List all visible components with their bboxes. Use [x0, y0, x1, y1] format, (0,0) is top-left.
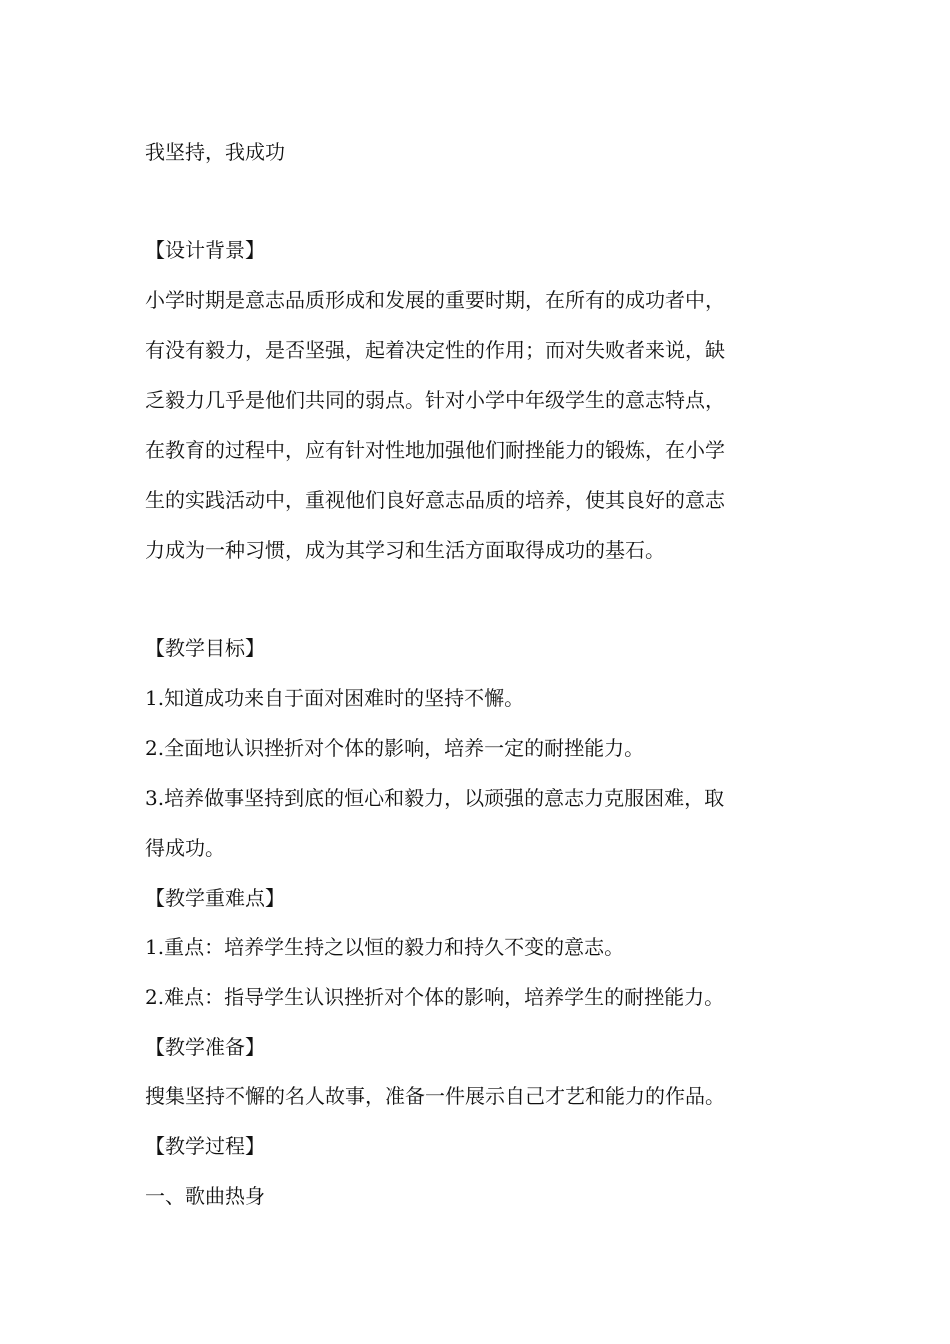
list-item: 3.培养做事坚持到底的恒心和毅力，以顽强的意志力克服困难，取: [145, 786, 725, 810]
list-item: 2.全面地认识挫折对个体的影响，培养一定的耐挫能力。: [145, 736, 645, 760]
list-item-continuation: 得成功。: [145, 836, 225, 860]
paragraph-line: 有没有毅力，是否坚强，起着决定性的作用；而对失败者来说，缺: [145, 338, 725, 362]
paragraph-line: 力成为一种习惯，成为其学习和生活方面取得成功的基石。: [145, 538, 665, 562]
paragraph-line: 生的实践活动中，重视他们良好意志品质的培养，使其良好的意志: [145, 488, 725, 512]
list-item: 1.重点：培养学生持之以恒的毅力和持久不变的意志。: [145, 935, 625, 959]
section-heading-design-background: 【设计背景】: [145, 238, 265, 262]
paragraph-line: 小学时期是意志品质形成和发展的重要时期，在所有的成功者中，: [145, 288, 725, 312]
section-heading-teaching-goals: 【教学目标】: [145, 636, 265, 660]
paragraph-line: 乏毅力几乎是他们共同的弱点。针对小学中年级学生的意志特点，: [145, 388, 725, 412]
document-title: 我坚持，我成功: [145, 140, 285, 164]
paragraph-line: 搜集坚持不懈的名人故事，准备一件展示自己才艺和能力的作品。: [145, 1084, 725, 1108]
section-heading-teaching-preparation: 【教学准备】: [145, 1035, 265, 1059]
section-heading-teaching-process: 【教学过程】: [145, 1134, 265, 1158]
subsection-heading: 一、歌曲热身: [145, 1184, 265, 1208]
list-item: 2.难点：指导学生认识挫折对个体的影响，培养学生的耐挫能力。: [145, 985, 725, 1009]
section-heading-key-points: 【教学重难点】: [145, 886, 285, 910]
list-item: 1.知道成功来自于面对困难时的坚持不懈。: [145, 686, 525, 710]
paragraph-line: 在教育的过程中，应有针对性地加强他们耐挫能力的锻炼，在小学: [145, 438, 725, 462]
